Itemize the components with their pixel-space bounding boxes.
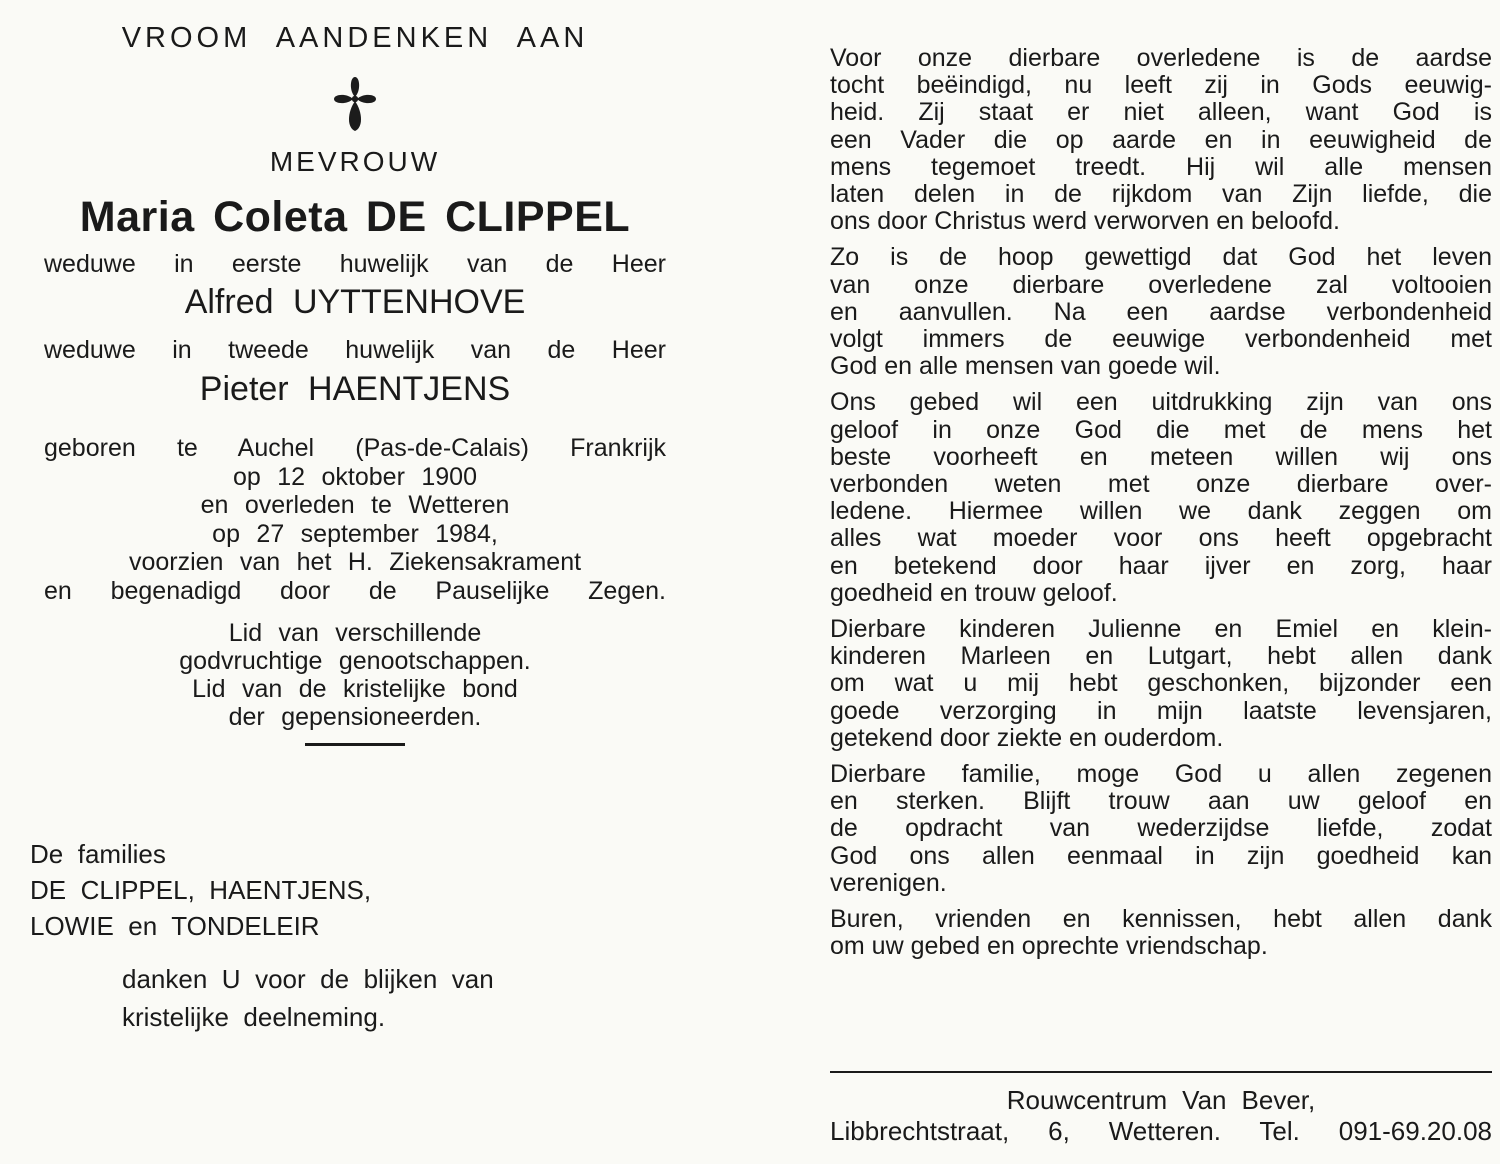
prayer-line: van onze dierbare overledene zal voltooien (830, 270, 1492, 299)
life-line: en begenadigd door de Pauselijke Zegen. (44, 576, 666, 605)
memberships (30, 619, 680, 731)
prayer-line: alles wat moeder voor ons heeft opgebracht (830, 524, 1492, 553)
prayer-line: goede verzorging in mijn laatste levensjaren, (830, 696, 1492, 725)
prayer-line: Dierbare kinderen Julienne en Emiel en klein- (830, 615, 1492, 644)
life-line: geboren te Auchel (Pas-de-Calais) Frankrijk (44, 434, 666, 462)
thanks-line2: kristelijke deelneming. (122, 1002, 386, 1032)
life-line: op 27 september 1984, (212, 519, 498, 548)
salutation: MEVROUW (269, 146, 441, 177)
prayer-line: verbonden weten met onze dierbare over- (830, 470, 1492, 499)
prayer-paragraph (830, 616, 1492, 752)
widow-first-line: weduwe in eerste huwelijk van de Heer (44, 250, 666, 278)
prayer-line: God en alle mensen van goede wil. (830, 352, 1221, 381)
prayer-paragraph (830, 244, 1492, 380)
prayer-line: Ons gebed wil een uitdrukking zijn van ons (830, 388, 1492, 417)
life-dates (30, 434, 680, 605)
funeral-home-footer (830, 1085, 1492, 1147)
right-column (830, 0, 1492, 1147)
prayer-line: en sterken. Blijft trouw aan uw geloof en (830, 787, 1492, 816)
funeral-home-address: Libbrechtstraat, 6, Wetteren. Tel. 091-69.20.08 (830, 1115, 1492, 1146)
membership-line: Lid van verschillende (228, 619, 482, 647)
thanks-block (122, 960, 680, 1036)
membership-line: der gepensioneerden. (228, 703, 482, 731)
prayer-line: goedheid en trouw geloof. (830, 578, 1118, 607)
prayer-line: beste voorheeft en meteen willen wij ons (830, 442, 1492, 471)
prayer-line: verenigen. (830, 868, 947, 897)
prayer-line: de opdracht van wederzijdse liefde, zodat (830, 814, 1492, 843)
prayer-line: mens tegemoet treedt. Hij wil alle mensen (830, 152, 1492, 181)
prayer-line: Voor onze dierbare overledene is de aardse (830, 44, 1492, 72)
funeral-home-name: Rouwcentrum Van Bever, (1006, 1084, 1316, 1115)
prayer-line: en betekend door haar ijver en zorg, haar (830, 551, 1492, 580)
prayer-line: God ons allen eenmaal in zijn goedheid kan (830, 841, 1492, 870)
families-intro: De families (30, 839, 166, 869)
life-line: en overleden te Wetteren (200, 491, 510, 519)
prayer-line: laten delen in de rijkdom van Zijn liefde, die (830, 180, 1492, 209)
prayer-line: om uw gebed en oprechte vriendschap. (830, 932, 1268, 961)
prayer-line: een Vader die op aarde en in eeuwigheid de (830, 125, 1492, 154)
prayer-line: getekend door ziekte en ouderdom. (830, 723, 1224, 752)
deceased-name: Maria Coleta DE CLIPPEL (79, 193, 631, 241)
prayer-line: ledene. Hiermee willen we dank zeggen om (830, 497, 1492, 526)
thanks-line1: danken U voor de blijken van (122, 964, 494, 994)
budded-cross-icon (30, 73, 680, 135)
prayer-line: Dierbare familie, moge God u allen zegenen (830, 760, 1492, 789)
membership-line: godvruchtige genootschappen. (179, 647, 531, 675)
prayer-line: Zo is de hoop gewettigd dat God het leven (830, 243, 1492, 272)
card-kicker: VROOM AANDENKEN AAN (121, 22, 589, 54)
prayer-paragraph (830, 761, 1492, 897)
divider-rule (305, 743, 405, 746)
prayer-line: volgt immers de eeuwige verbondenheid met (830, 325, 1492, 354)
families-block (30, 836, 680, 944)
left-column (30, 0, 680, 1036)
prayer-line: geloof in onze God die met de mens het (830, 415, 1492, 444)
prayer-paragraph (830, 906, 1492, 960)
second-husband-name: Pieter HAENTJENS (199, 370, 511, 408)
life-line: op 12 oktober 1900 (233, 462, 477, 491)
prayer-text (830, 0, 1492, 961)
prayer-line: en aanvullen. Na een aardse verbondenheid (830, 297, 1492, 326)
membership-line: Lid van de kristelijke bond (192, 675, 518, 703)
families-names-line1: DE CLIPPEL, HAENTJENS, (30, 875, 372, 905)
widow-second-line: weduwe in tweede huwelijk van de Heer (44, 336, 666, 364)
prayer-line: tocht beëindigd, nu leeft zij in Gods eeuwig- (830, 71, 1492, 100)
prayer-paragraph (830, 45, 1492, 235)
first-husband-name: Alfred UYTTENHOVE (184, 283, 526, 321)
prayer-line: om wat u mij hebt geschonken, bijzonder een (830, 669, 1492, 698)
prayer-line: ons door Christus werd verworven en beloofd. (830, 207, 1340, 236)
prayer-line: kinderen Marleen en Lutgart, hebt allen dank (830, 642, 1492, 671)
families-names-line2: LOWIE en TONDELEIR (30, 911, 320, 941)
life-line: voorzien van het H. Ziekensakrament (128, 548, 582, 576)
prayer-line: Buren, vrienden en kennissen, hebt allen dank (830, 905, 1492, 934)
prayer-line: heid. Zij staat er niet alleen, want God is (830, 98, 1492, 127)
footer-rule (830, 1071, 1492, 1073)
prayer-paragraph (830, 389, 1492, 607)
